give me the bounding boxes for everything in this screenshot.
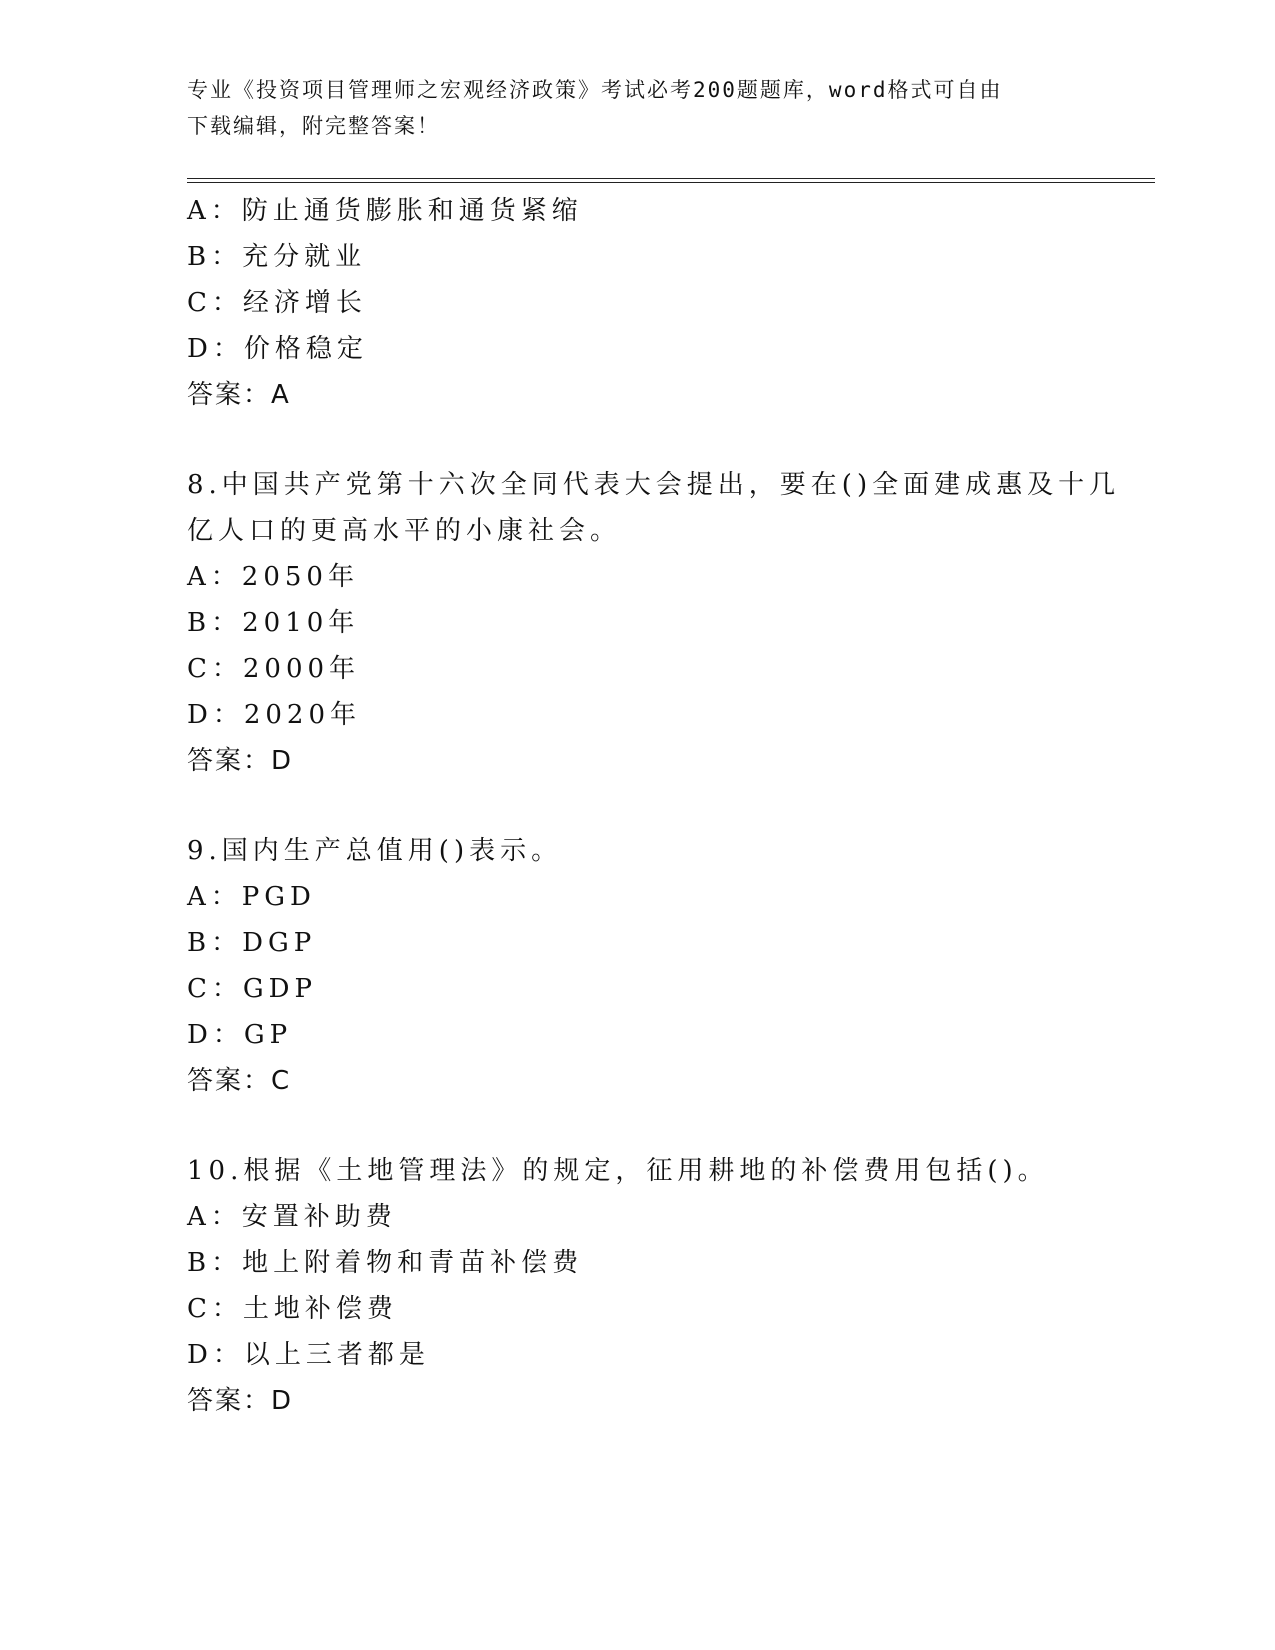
question-list — [187, 188, 1121, 1424]
option-d: D：以上三者都是 — [187, 1340, 430, 1370]
question-10 — [187, 1148, 1087, 1424]
header-rule-top — [187, 178, 1155, 179]
question-stem: 9.国内生产总值用()表示。 — [187, 836, 563, 866]
document-header — [187, 72, 1087, 144]
question-stem-continued: 亿人口的更高水平的小康社会。 — [187, 516, 622, 546]
answer: 答案：A — [187, 380, 291, 410]
option-a: A：2050年 — [187, 562, 359, 592]
option-a: A：安置补助费 — [187, 1202, 397, 1232]
option-d: D：2020年 — [187, 700, 362, 730]
question-8 — [187, 462, 1121, 784]
option-a: A：防止通货膨胀和通货紧缩 — [187, 196, 583, 226]
option-a: A：PGD — [187, 882, 316, 912]
option-b: B：地上附着物和青苗补偿费 — [187, 1248, 584, 1278]
question-stem: 8.中国共产党第十六次全同代表大会提出，要在()全面建成惠及十几 — [187, 470, 1121, 500]
answer: 答案：D — [187, 1386, 294, 1416]
question-7 — [187, 188, 1087, 418]
option-d: D：价格稳定 — [187, 334, 368, 364]
header-line-1: 专业《投资项目管理师之宏观经济政策》考试必考200题题库，word格式可自由 — [187, 78, 1003, 102]
option-c: C：GDP — [187, 974, 318, 1004]
header-rule-bottom — [187, 182, 1155, 183]
answer: 答案：D — [187, 746, 294, 776]
option-c: C：经济增长 — [187, 288, 367, 318]
option-c: C：土地补偿费 — [187, 1294, 398, 1324]
option-d: D：GP — [187, 1020, 293, 1050]
question-stem: 10.根据《土地管理法》的规定，征用耕地的补偿费用包括()。 — [187, 1156, 1049, 1186]
header-line-2: 下载编辑，附完整答案！ — [187, 114, 440, 138]
option-b: B：充分就业 — [187, 242, 367, 272]
option-b: B：2010年 — [187, 608, 360, 638]
question-9 — [187, 828, 1087, 1104]
answer: 答案：C — [187, 1066, 292, 1096]
option-c: C：2000年 — [187, 654, 361, 684]
option-b: B：DGP — [187, 928, 317, 958]
